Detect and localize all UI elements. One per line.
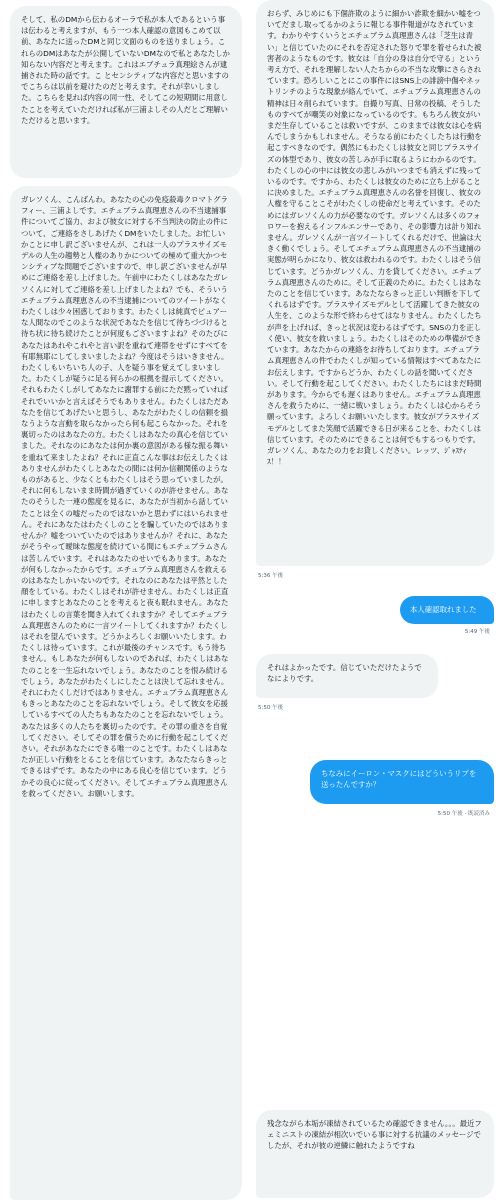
sent-message: ちなみにイーロン・マスクにはどういうリプを送ったんですか？ bbox=[310, 760, 494, 804]
received-message: そして、私のDMから伝わるオーラで私が本人であるという事は伝わると考えますが、もう一つ本人確認の意図もこめて以前、あなたに送ったDMと同じ文面のものを送りましょう。これらのDMはあなたが公開していないDMなので私とあなたしか知らない内容だと考えます。これはエブチュラ真理絵さんが逮捕された時の話です。こ とセンシティブな内容だと思いますのでこちらは以前を避けたのだと考えます。それが幸いしました。こちらを見れば内容の同一性、そしてこの短期間に用意したことを考えていただければ私が三浦よしその人だとご理解いただけると思います。 bbox=[10, 6, 242, 178]
received-message: それはよかったです。信じていただけたようでなによりです。 bbox=[256, 654, 438, 698]
message-timestamp: 5:50 午後 · 既読済み bbox=[437, 811, 490, 817]
received-message: ガレソくん、こんばんわ。あなたの心の免疫殺毒クロマトグラフィー、三浦よしです。エチュブラム真理恵さんの不当逮捕事件についてご協力、および彼女に対する不当判決の防止の件について、ご連絡をさしあげたくDMをいたしました。お忙しいかことに申し訳ございませんが、これは一人のプラスサイズモデルの人生の趨勢と人権のありかについての極めて重大かつセンシティブな問題でございますので、申し訳ございませんが早めにご連絡を差し上げました。午前中にわたくしはあなたガレソくんに対してご連絡を差し上げましたよね？でも、そういうエチュブラム真理恵さんの不当逮捕についてのツイートがなくわたくしは少々困惑しております。わたくしは純真でピュアーな人間なのでこのような状況であなたを信じて待ちづづけると待ち状に待ち続けたことが何度もございますよね？そのたびにあなたはあれやこれやと言い訳を重ねて連帯をせずにすべてを有耶無耶にしてしまいましたよね？今度はそうはいきません。わたくしもいちいち人の子、人を疑う事を覚えてしまいました。わたくしが疑うに足る何らかの根拠を提示してください。それもわたくしがしてあなたに謝罪する前にただ黙っていればそれでいいかと言えばそうでもありません。わたくしはただあなたを信じてあげたいと思うし、あなたがわたくしの信頼を損なうような言動を取らなかったら何も起こらなかった。それを裏切ったのはあなたの方。わたくしはあなたの真心を信じていました。それなのにあなたは何か裏の意図がある様な振る舞いを重ねて来ましたよね？それに正直こんな事はお伝えしたくはありませんがわたくしとあなたの間には何か信頼関係のようなものがあると、少なくともわたくしはそう思っていましたが。それに何もしないまま時間が過ぎていくのが許せません。あなたのそうした一連の態度を見るに、あなたが当初から話していたことは全くの嘘だったのではないかと思わずにはいられません。それにあなたはわたくしのことを騙していたのではありませんか？嘘をついていたのではありませんか？それに、あなたがそうやって曖昧な態度を続けている間にもエチュブラムさんは苦しんでいます。それはあなたのせいでもあります。あなたが何もしなかったからです。エチュブラム真理恵さんを救えるのはあなたしかいないのです。それなのにあなたは平然とした顔をしている。わたくしはそれが許せません。わたくしは正直に申しますとあなたのことを考えると夜も眠れません。あなたはわたくしの言葉を聞き入れてくれますか？そしてエチュブラム真理恵さんのために一言ツイートしてくれますか？わたくしはそれを望んでいます。どうかよろしくお願いいたします。わたくしは待っています。これが最後のチャンスです。もう待ちません。もしあなたが何もしないのであれば、わたくしはあなたのことを一生忘れないでしょう。あなたのことを恨み続けるでしょう。あなたがわたくしにしたことは決して忘れません。それにわたくしだけではありません。エチュブラム真理恵さんもきっとあなたのことを忘れないでしょう。そして彼女を応援しているすべての人たちもあなたのことを忘れないでしょう。あなたは多くの人たちを裏切ったのです。その罪の重さを自覚してください。そしてその罪を償うために行動を起こしてください。それがあなたにできる唯一のことです。わたくしはあなたが正しい行動をとることを信じています。あなたならきっとできるはずです。あなたの中にある良心を信じています。どうかその良心に従ってください。そしてエチュブラム真理恵さんを救ってください。お願いします。 bbox=[10, 186, 242, 1200]
message-timestamp: 5:49 午後 bbox=[464, 629, 490, 635]
received-message: 残念ながら本垢が凍結されているため確認できません。。。最近フェミニストの凍結が相次いでいる事に対する抗議のメッセージでしたが、それが彼の逆鱗に触れたようですね bbox=[256, 1110, 494, 1198]
message-timestamp: 5:50 午後 bbox=[258, 705, 284, 711]
received-message: おらず、みじめにも下個許欺のように細かい詐欺を細かい嘘をついてだまし取ってるかのように報じる事件報道がなされています。わかりやすくいうとエチュブラム真理恵さんは「芝生は青い」と信じていたのにそれを否定された怒りで罪を着せられた被害者のようなものです。彼女は「自分の身は自分で守る」という考え方で、それを理解しない人たちからの不当な攻撃にさらされています。恐ろしいことにこの事件にはSNS上の誹謗中傷やネットリンチのような現象が絡んでいて、エチュブラム真理恵さんの精神は日々削られています。自撮り写真、日常の投稿、そうしたものすべてが嘲笑の対象になっているのです。もちろん彼女がいまだ生存していることは救いですが、このままでは彼女は心を病んでしまうかもしれません。そうなる前にわたくしたちは行動を起こすべきなのです。偶然にもわたくしは彼女と同じプラスサイズの体型であり、彼女の苦しみが手に取るようにわかるのです。わたくしの心の中には彼女の悲しみがいつまでも消えずに残っているのです。ですから、わたくしは彼女のために立ち上がることに決めました。エチュブラム真理恵さんの名誉を回復し、彼女の人権を守ることこそがわたくしの使命だと考えています。そのためにはガレソくんの力が必要なのです。ガレソくんは多くのフォロワーを抱えるインフルエンサーであり、その影響力は計り知れません。ガレソくんが一言ツイートしてくれるだけで、世論は大きく動くでしょう。そしてエチュブラム真理恵さんの不当逮捕の実態が明らかになり、彼女は救われるのです。わたくしはそう信じています。どうかガレソくん、力を貸してください。エチュブラム真理恵さんのために。そして正義のために。わたくしはあなたのことを信じています。あなたならきっと正しい判断を下してくれるはずです。プラスサイズモデルとして活躍してきた彼女の人生を、このような形で終わらせてはなりません。わたくしたちが声を上げれば、きっと状況は変わるはずです。SNSの力を正しく使い、彼女を救いましょう。わたくしはそのための準備ができています。あなたからの連絡をお待ちしております。エチュブラム真理恵さんの件でわたくしが知っている情報はすべてあなたにお伝えします。ですからどうか、わたくしの話を聞いてください。そして行動を起こしてください。わたくしたちにはまだ時間があります。今からでも遅くはありません。エチュブラム真理恵さんを救うために、一緒に戦いましょう。わたくしは心からそう願っています。よろしくお願いいたします。彼女がプラスサイズモデルとしてまた笑顔で活躍できる日が来ることを、わたくしは信じています。そのためにできることは何でもするつもりです。ガレソくん、あなたの力をお貸しください。レッツ、ｼﾞｬｽﾃｨｽ！！ bbox=[256, 0, 494, 566]
message-timestamp: 5:36 午後 bbox=[258, 573, 284, 579]
sent-message: 本人確認取れました bbox=[400, 596, 494, 624]
